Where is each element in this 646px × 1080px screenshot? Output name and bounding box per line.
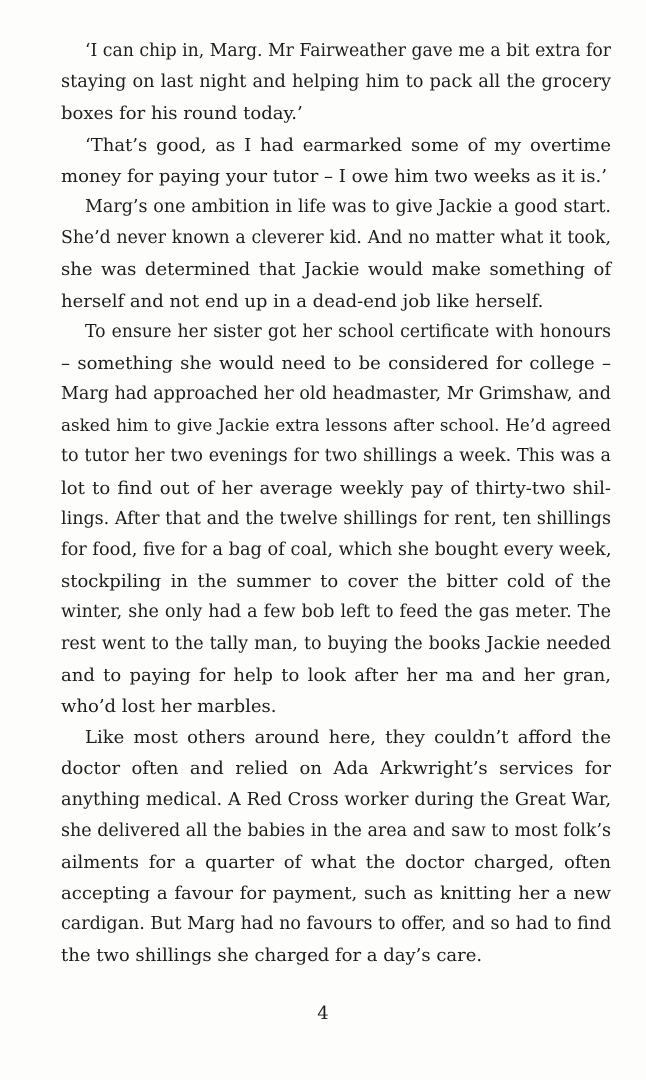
paragraph-5 [61,722,611,972]
text-line: cardigan. But Marg had no favours to offer, and so had to find [61,914,612,935]
text-line: ailments for a quarter of what the doctor charged, often [61,851,611,873]
paragraph-4 [61,317,611,722]
text-line: – something she would need to be considered for college – [61,352,611,374]
page-number: 4 [317,1003,329,1024]
text-line: staying on last night and helping him to pack all the grocery [61,72,611,93]
text-line: She’d never known a cleverer kid. And no matter what it took, [61,228,611,249]
text-line: asked him to give Jackie extra lessons after school. He’d agreed [61,415,611,436]
text-line: stockpiling in the summer to cover the bitter cold of the [61,571,611,593]
paragraph-3 [61,192,611,317]
body-text [61,36,611,972]
text-line: she delivered all the babies in the area and saw to most folk’s [61,820,611,841]
text-line: and to paying for help to look after her ma and her gran, [61,664,611,686]
paragraph-2 [61,130,611,192]
text-line: who’d lost her marbles. [61,695,277,717]
text-line: she was determined that Jackie would make something of [61,259,611,281]
text-line: doctor often and relied on Ada Arkwright’s services for [61,758,611,780]
text-line: boxes for his round today.’ [61,103,303,125]
text-line: herself and not end up in a dead-end job like herself. [61,290,544,312]
text-line: lot to find out of her average weekly pay of thirty-two shil- [61,477,611,499]
text-line: Like most others around here, they couldn’t afford the [85,727,611,749]
text-line: rest went to the tally man, to buying the books Jackie needed [61,633,611,654]
text-line: Marg’s one ambition in life was to give Jackie a good start. [85,196,611,217]
text-line: To ensure her sister got her school certificate with honours [85,321,611,342]
text-line: accepting a favour for payment, such as knitting her a new [61,883,611,905]
text-line: money for paying your tutor – I owe him two weeks as it is.’ [61,165,607,187]
text-line: anything medical. A Red Cross worker during the Great War, [61,789,611,810]
text-line: ‘I can chip in, Marg. Mr Fairweather gave me a bit extra for [85,41,611,61]
text-line: to tutor her two evenings for two shillings a week. This was a [61,446,611,467]
text-line: Marg had approached her old headmaster, Mr Grimshaw, and [61,384,611,405]
text-line: the two shillings she charged for a day’s care. [61,945,483,967]
paragraph-1 [61,36,611,130]
text-line: for food, five for a bag of coal, which she bought every week, [61,540,612,560]
text-line: winter, she only had a few bob left to feed the gas meter. The [61,602,611,623]
text-line: ‘That’s good, as I had earmarked some of my overtime [85,134,611,156]
text-line: lings. After that and the twelve shillings for rent, ten shillings [61,508,611,529]
